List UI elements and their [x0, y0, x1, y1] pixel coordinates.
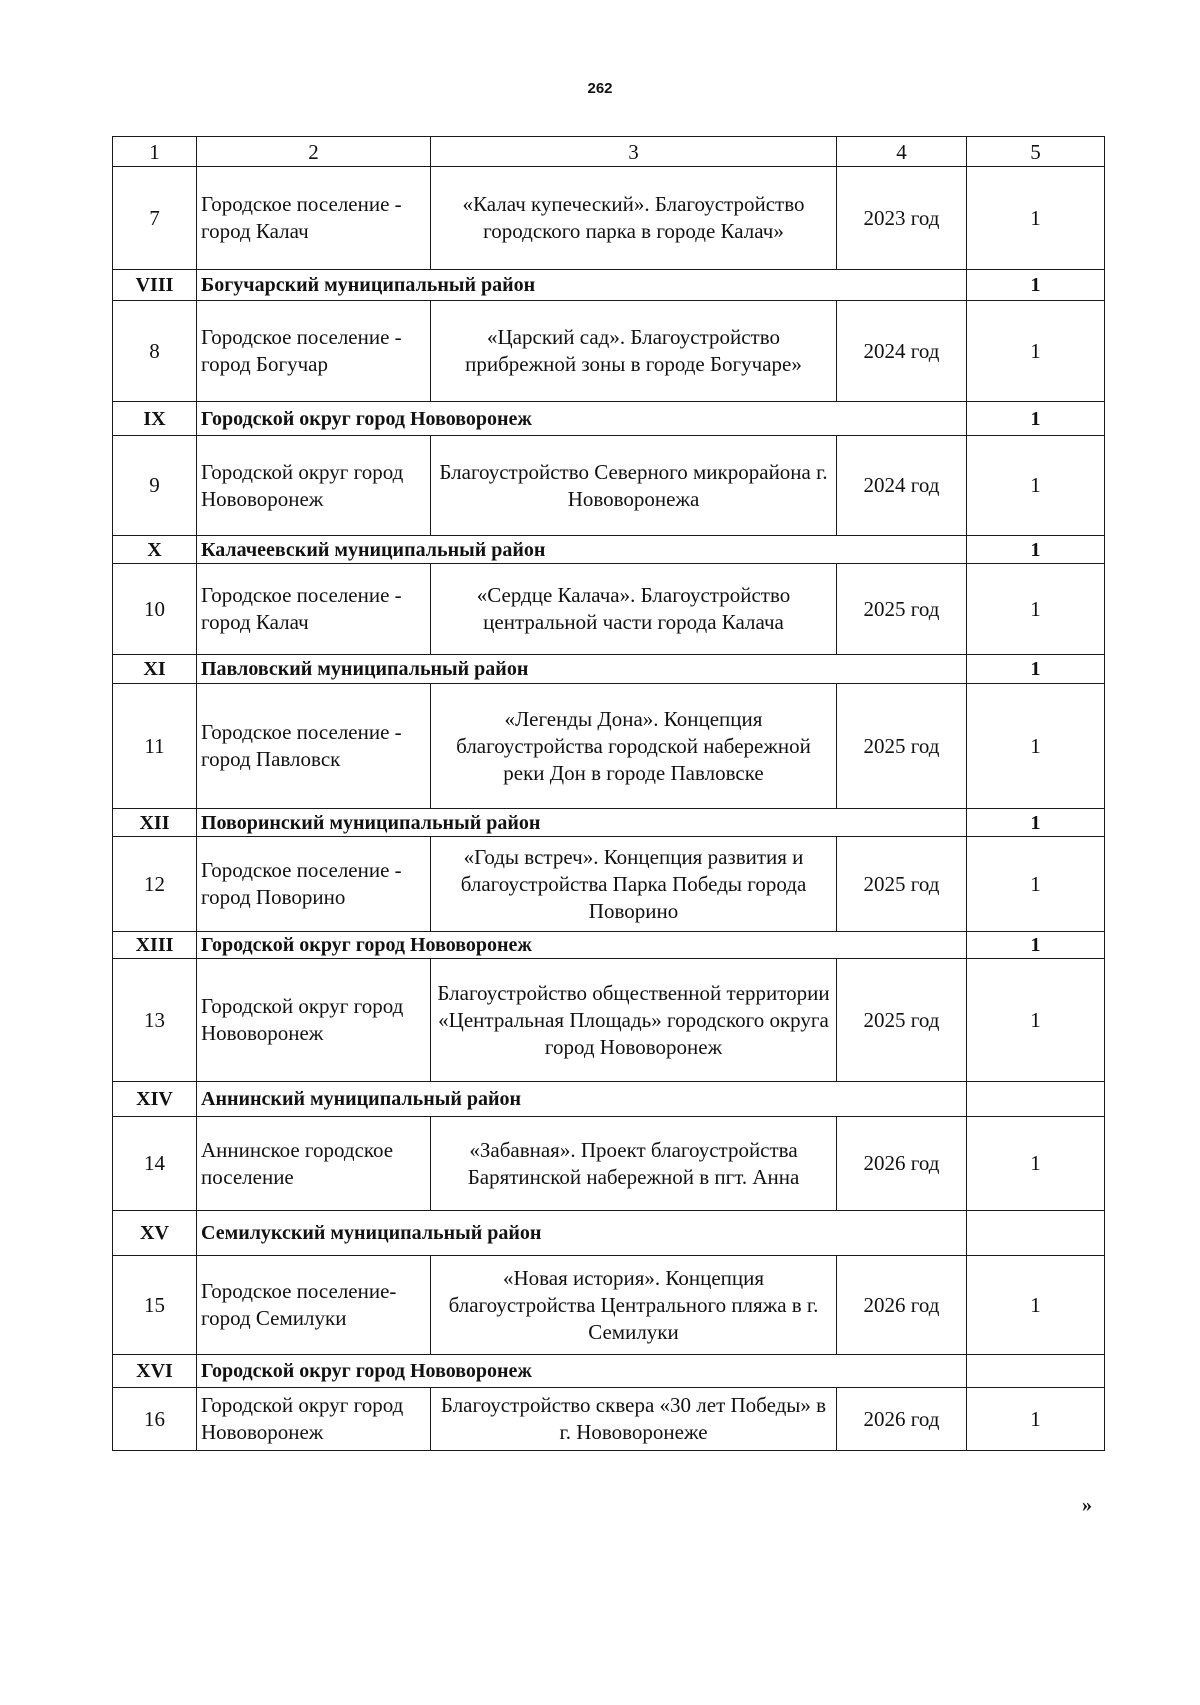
- table-row: [113, 1117, 1105, 1211]
- section-name: Богучарский муниципальный район: [197, 270, 967, 301]
- closing-quote-mark: »: [1082, 1494, 1092, 1516]
- row-number: 8: [113, 301, 197, 402]
- section-count: 1: [967, 402, 1105, 436]
- year-cell: 2025 год: [837, 837, 967, 932]
- row-number: 16: [113, 1388, 197, 1451]
- section-row: [113, 655, 1105, 684]
- section-number: VIII: [113, 270, 197, 301]
- table-row: [113, 436, 1105, 536]
- row-number: 10: [113, 564, 197, 655]
- section-name: Городской округ город Нововоронеж: [197, 1355, 967, 1388]
- year-cell: 2026 год: [837, 1388, 967, 1451]
- section-number: XI: [113, 655, 197, 684]
- count-cell: 1: [967, 684, 1105, 809]
- row-number: 9: [113, 436, 197, 536]
- count-cell: 1: [967, 837, 1105, 932]
- table-header-row: [113, 137, 1105, 167]
- section-name: Павловский муниципальный район: [197, 655, 967, 684]
- project-cell: «Сердце Калача». Благоустройство центральной части города Калача: [431, 564, 837, 655]
- section-count: 1: [967, 809, 1105, 837]
- section-name: Городской округ город Нововоронеж: [197, 932, 967, 959]
- table-row: [113, 837, 1105, 932]
- section-number: XVI: [113, 1355, 197, 1388]
- row-number: 7: [113, 167, 197, 270]
- section-count: 1: [967, 655, 1105, 684]
- row-number: 11: [113, 684, 197, 809]
- table-row: [113, 684, 1105, 809]
- table-row: [113, 959, 1105, 1082]
- settlement-cell: Городское поселение - город Павловск: [197, 684, 431, 809]
- project-cell: «Годы встреч». Концепция развития и благоустройства Парка Победы города Поворино: [431, 837, 837, 932]
- projects-table: [112, 136, 1105, 1451]
- section-row: [113, 536, 1105, 564]
- year-cell: 2026 год: [837, 1256, 967, 1355]
- section-number: X: [113, 536, 197, 564]
- year-cell: 2025 год: [837, 684, 967, 809]
- year-cell: 2025 год: [837, 959, 967, 1082]
- year-cell: 2024 год: [837, 436, 967, 536]
- section-row: [113, 1082, 1105, 1117]
- section-name: Аннинский муниципальный район: [197, 1082, 967, 1117]
- table-row: [113, 301, 1105, 402]
- header-col-4: 4: [837, 137, 967, 167]
- count-cell: 1: [967, 301, 1105, 402]
- count-cell: 1: [967, 1256, 1105, 1355]
- header-col-5: 5: [967, 137, 1105, 167]
- settlement-cell: Городское поселение - город Поворино: [197, 837, 431, 932]
- table-row: [113, 1388, 1105, 1451]
- project-cell: «Калач купеческий». Благоустройство городского парка в городе Калач»: [431, 167, 837, 270]
- row-number: 15: [113, 1256, 197, 1355]
- section-row: [113, 1211, 1105, 1256]
- settlement-cell: Городской округ город Нововоронеж: [197, 959, 431, 1082]
- section-row: [113, 270, 1105, 301]
- row-number: 12: [113, 837, 197, 932]
- settlement-cell: Городское поселение-город Семилуки: [197, 1256, 431, 1355]
- section-number: XIII: [113, 932, 197, 959]
- settlement-cell: Городской округ город Нововоронеж: [197, 1388, 431, 1451]
- header-col-2: 2: [197, 137, 431, 167]
- count-cell: 1: [967, 564, 1105, 655]
- count-cell: 1: [967, 959, 1105, 1082]
- table-row: [113, 167, 1105, 270]
- settlement-cell: Аннинское городское поселение: [197, 1117, 431, 1211]
- row-number: 13: [113, 959, 197, 1082]
- section-name: Городской округ город Нововоронеж: [197, 402, 967, 436]
- section-number: IX: [113, 402, 197, 436]
- project-cell: «Новая история». Концепция благоустройства Центрального пляжа в г. Семилуки: [431, 1256, 837, 1355]
- section-count: 1: [967, 932, 1105, 959]
- section-name: Поворинский муниципальный район: [197, 809, 967, 837]
- settlement-cell: Городское поселение - город Калач: [197, 564, 431, 655]
- section-count: 1: [967, 536, 1105, 564]
- count-cell: 1: [967, 167, 1105, 270]
- year-cell: 2026 год: [837, 1117, 967, 1211]
- section-number: XII: [113, 809, 197, 837]
- project-cell: «Царский сад». Благоустройство прибрежной зоны в городе Богучаре»: [431, 301, 837, 402]
- project-cell: Благоустройство общественной территории «Центральная Площадь» городского округа город Нововоронеж: [431, 959, 837, 1082]
- section-count: [967, 1355, 1105, 1388]
- project-cell: Благоустройство Северного микрорайона г. Нововоронежа: [431, 436, 837, 536]
- section-name: Калачеевский муниципальный район: [197, 536, 967, 564]
- year-cell: 2024 год: [837, 301, 967, 402]
- project-cell: «Легенды Дона». Концепция благоустройства городской набережной реки Дон в городе Павловске: [431, 684, 837, 809]
- section-count: 1: [967, 270, 1105, 301]
- year-cell: 2023 год: [837, 167, 967, 270]
- page-number: 262: [587, 80, 613, 97]
- table-row: [113, 564, 1105, 655]
- section-row: [113, 809, 1105, 837]
- year-cell: 2025 год: [837, 564, 967, 655]
- section-row: [113, 932, 1105, 959]
- header-col-1: 1: [113, 137, 197, 167]
- count-cell: 1: [967, 436, 1105, 536]
- section-count: [967, 1211, 1105, 1256]
- section-row: [113, 402, 1105, 436]
- row-number: 14: [113, 1117, 197, 1211]
- section-name: Семилукский муниципальный район: [197, 1211, 967, 1256]
- section-number: XIV: [113, 1082, 197, 1117]
- table-row: [113, 1256, 1105, 1355]
- project-cell: «Забавная». Проект благоустройства Барятинской набережной в пгт. Анна: [431, 1117, 837, 1211]
- count-cell: 1: [967, 1117, 1105, 1211]
- project-cell: Благоустройство сквера «30 лет Победы» в г. Нововоронеже: [431, 1388, 837, 1451]
- header-col-3: 3: [431, 137, 837, 167]
- count-cell: 1: [967, 1388, 1105, 1451]
- section-number: XV: [113, 1211, 197, 1256]
- settlement-cell: Городское поселение - город Богучар: [197, 301, 431, 402]
- section-count: [967, 1082, 1105, 1117]
- settlement-cell: Городское поселение - город Калач: [197, 167, 431, 270]
- section-row: [113, 1355, 1105, 1388]
- settlement-cell: Городской округ город Нововоронеж: [197, 436, 431, 536]
